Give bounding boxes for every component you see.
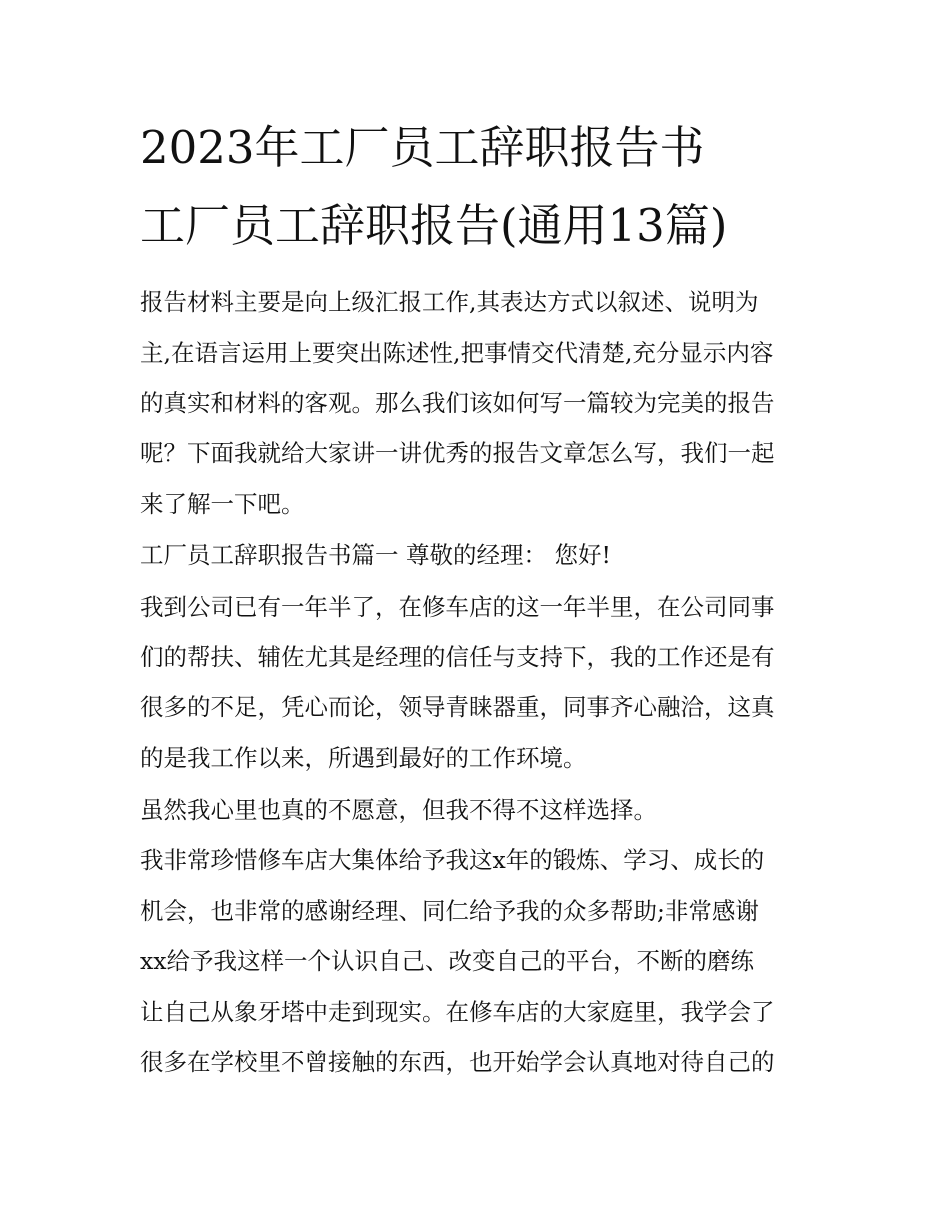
- body-line: 的真实和材料的客观。那么我们该如何写一篇较为完美的报告: [140, 389, 775, 417]
- body-line: 主,在语言运用上要突出陈述性,把事情交代清楚,充分显示内容: [140, 339, 774, 367]
- body-line: 很多在学校里不曾接触的东西，也开始学会认真地对待自己的: [140, 1048, 775, 1076]
- body-line: 的是我工作以来，所遇到最好的工作环境。: [140, 744, 587, 772]
- body-line: 我到公司已有一年半了，在修车店的这一年半里，在公司同事: [140, 593, 775, 621]
- body-line: 报告材料主要是向上级汇报工作,其表达方式以叙述、说明为: [140, 288, 759, 316]
- body-line: 机会，也非常的感谢经理、同仁给予我的众多帮助;非常感谢: [140, 897, 759, 925]
- body-line: 很多的不足，凭心而论，领导青睐器重，同事齐心融洽，这真: [140, 693, 775, 721]
- body-line: 让自己从象牙塔中走到现实。在修车店的大家庭里，我学会了: [140, 998, 775, 1026]
- body-line: xx给予我这样一个认识自己、改变自己的平台，不断的磨练: [140, 947, 755, 975]
- body-line: 我非常珍惜修车店大集体给予我这x年的锻炼、学习、成长的: [140, 846, 765, 874]
- section-heading-line: 工厂员工辞职报告书篇一 尊敬的经理： 您好!: [140, 541, 611, 569]
- body-line: 虽然我心里也真的不愿意，但我不得不这样选择。: [140, 796, 657, 824]
- body-line: 呢？下面我就给大家讲一讲优秀的报告文章怎么写，我们一起: [140, 439, 775, 467]
- body-line: 们的帮扶、辅佐尤其是经理的信任与支持下，我的工作还是有: [140, 643, 775, 671]
- document-title-line-2: 工厂员工辞职报告(通用13篇): [140, 199, 728, 252]
- body-line: 来了解一下吧。: [140, 490, 305, 518]
- document-title-line-1: 2023年工厂员工辞职报告书: [140, 121, 705, 174]
